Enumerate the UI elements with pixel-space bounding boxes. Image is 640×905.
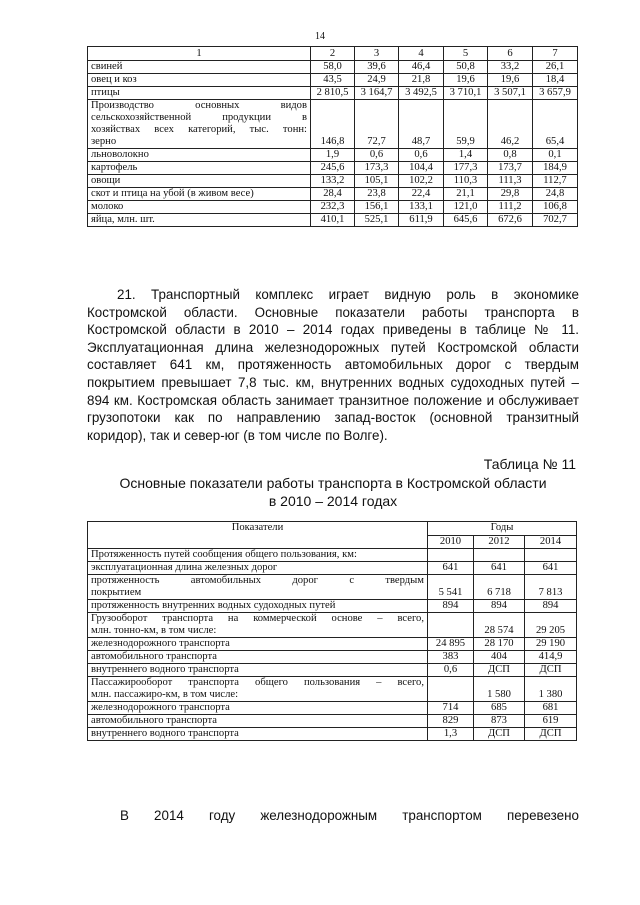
table-title-line2: в 2010 – 2014 годах [268, 493, 398, 509]
value-cell [428, 613, 474, 638]
value-cell: 110,3 [444, 175, 488, 188]
value-cell: 0,6 [355, 149, 399, 162]
value-cell: 894 [428, 600, 474, 613]
word: перевезено [506, 808, 579, 823]
value-cell: ДСП [525, 728, 577, 741]
value-cell: 111,2 [488, 201, 533, 214]
header-cell: 2 [311, 47, 355, 61]
value-cell: 714 [428, 702, 474, 715]
value-cell: 58,0 [311, 61, 355, 74]
value-cell: 24,8 [533, 188, 578, 201]
value-cell: 232,3 [311, 201, 355, 214]
value-cell: 29 205 [525, 613, 577, 638]
value-cell: 383 [428, 651, 474, 664]
table-row [88, 613, 577, 638]
transport-paragraph [87, 286, 579, 444]
table-row [88, 664, 577, 677]
value-cell: 102,2 [399, 175, 444, 188]
table-row [88, 149, 578, 162]
agriculture-table [87, 46, 578, 227]
value-cell: 894 [474, 600, 525, 613]
word: железнодорожным [260, 808, 378, 823]
value-cell: 39,6 [355, 61, 399, 74]
value-cell: 121,0 [444, 201, 488, 214]
value-cell: 24,9 [355, 74, 399, 87]
row-label: автомобильного транспорта [88, 651, 428, 664]
value-cell [428, 677, 474, 702]
table-row [88, 715, 577, 728]
value-cell: 681 [525, 702, 577, 715]
value-cell: 46,2 [488, 100, 533, 149]
value-cell: 133,1 [399, 201, 444, 214]
word: году [208, 808, 236, 823]
value-cell: 111,3 [488, 175, 533, 188]
row-label: Протяженность путей сообщения общего пользования, км: [88, 549, 428, 562]
row-label-line: хозяйствах всех категорий, тыс. тонн: [91, 124, 307, 135]
row-label: овец и коз [88, 74, 311, 87]
row-label [88, 100, 311, 149]
value-cell: 18,4 [533, 74, 578, 87]
value-cell: 24 895 [428, 638, 474, 651]
value-cell: 59,9 [444, 100, 488, 149]
value-cell: 23,8 [355, 188, 399, 201]
value-cell: 1,9 [311, 149, 355, 162]
year-cell: 2014 [525, 535, 577, 549]
row-label-line: зерно [91, 136, 117, 147]
row-label-line: Пассажирооборот транспорта общего пользования – всего, [91, 677, 424, 688]
table-row [88, 214, 578, 227]
value-cell: 104,4 [399, 162, 444, 175]
row-label: скот и птица на убой (в живом весе) [88, 188, 311, 201]
table-row [88, 728, 577, 741]
row-label-line: млн. тонно-км, в том числе: [91, 625, 217, 636]
table-label: Таблица № 11 [483, 456, 576, 472]
row-label: птицы [88, 87, 311, 100]
value-cell: 3 164,7 [355, 87, 399, 100]
transport-table [87, 521, 577, 741]
value-cell: 1 380 [525, 677, 577, 702]
row-label: молоко [88, 201, 311, 214]
table-row [88, 549, 577, 562]
value-cell [474, 549, 525, 562]
value-cell: 29,8 [488, 188, 533, 201]
value-cell: 173,3 [355, 162, 399, 175]
value-cell: 28 574 [474, 613, 525, 638]
value-cell: 3 507,1 [488, 87, 533, 100]
value-cell: 19,6 [488, 74, 533, 87]
value-cell: 65,4 [533, 100, 578, 149]
value-cell: 641 [474, 562, 525, 575]
value-cell: 43,5 [311, 74, 355, 87]
word: В [120, 808, 129, 823]
value-cell: 3 710,1 [444, 87, 488, 100]
value-cell: 0,6 [428, 664, 474, 677]
value-cell: 26,1 [533, 61, 578, 74]
value-cell: 0,8 [488, 149, 533, 162]
value-cell: 173,7 [488, 162, 533, 175]
value-cell: 28,4 [311, 188, 355, 201]
table-row [88, 562, 577, 575]
row-label: внутреннего водного транспорта [88, 664, 428, 677]
row-label-line: Грузооборот транспорта на коммерческой основе – всего, [91, 613, 424, 624]
year-cell: 2010 [428, 535, 474, 549]
value-cell: 133,2 [311, 175, 355, 188]
value-cell: 3 492,5 [399, 87, 444, 100]
value-cell: 611,9 [399, 214, 444, 227]
value-cell: 404 [474, 651, 525, 664]
table-row [88, 600, 577, 613]
value-cell: 21,1 [444, 188, 488, 201]
row-label: железнодорожного транспорта [88, 702, 428, 715]
value-cell: 641 [525, 562, 577, 575]
value-cell: 6 718 [474, 575, 525, 600]
table-row [88, 575, 577, 600]
value-cell: 829 [428, 715, 474, 728]
row-label-line: млн. пассажиро-км, в том числе: [91, 689, 239, 700]
table-row [88, 87, 578, 100]
row-label: эксплуатационная длина железных дорог [88, 562, 428, 575]
value-cell: 894 [525, 600, 577, 613]
row-label-line: сельскохозяйственной продукции в [91, 112, 307, 123]
value-cell: 685 [474, 702, 525, 715]
value-cell: 525,1 [355, 214, 399, 227]
value-cell: 22,4 [399, 188, 444, 201]
value-cell: 184,9 [533, 162, 578, 175]
table-row [88, 702, 577, 715]
table-row [88, 677, 577, 702]
value-cell: 21,8 [399, 74, 444, 87]
value-cell: 672,6 [488, 214, 533, 227]
value-cell: 177,3 [444, 162, 488, 175]
value-cell: 245,6 [311, 162, 355, 175]
table-row [88, 175, 578, 188]
value-cell: 414,9 [525, 651, 577, 664]
value-cell: 873 [474, 715, 525, 728]
value-cell: ДСП [474, 664, 525, 677]
value-cell: 1,4 [444, 149, 488, 162]
row-label [88, 613, 428, 638]
value-cell: 19,6 [444, 74, 488, 87]
row-label: свиней [88, 61, 311, 74]
value-cell [428, 549, 474, 562]
row-label-line: покрытием [91, 587, 142, 598]
indicators-header: Показатели [88, 522, 428, 549]
table-row [88, 188, 578, 201]
table-title [87, 474, 579, 510]
years-header: Годы [428, 522, 577, 536]
value-cell: 156,1 [355, 201, 399, 214]
table-header-row [88, 522, 577, 536]
value-cell: 112,7 [533, 175, 578, 188]
row-label: льноволокно [88, 149, 311, 162]
year-cell: 2012 [474, 535, 525, 549]
continuation-text [120, 808, 579, 823]
header-cell: 7 [533, 47, 578, 61]
value-cell: 5 541 [428, 575, 474, 600]
value-cell: 0,1 [533, 149, 578, 162]
value-cell: ДСП [525, 664, 577, 677]
row-label: овощи [88, 175, 311, 188]
row-label: картофель [88, 162, 311, 175]
header-cell: 1 [88, 47, 311, 61]
value-cell: 641 [428, 562, 474, 575]
row-label: железнодорожного транспорта [88, 638, 428, 651]
value-cell: 46,4 [399, 61, 444, 74]
value-cell: 619 [525, 715, 577, 728]
row-label: автомобильного транспорта [88, 715, 428, 728]
paragraph-text: 21. Транспортный комплекс играет видную роль в экономике Костромской области. Основные показатели работы транспорта в Костромской области в 2010 – 2014 годах приведены в таблице № 11. Эксплуатационная длина железнодорожных путей Костромской области составляет 641 км, протяженность автомобильных дорог с твердым покрытием превышает 7,8 тыс. км, внутренних водных судоходных путей – 894 км. Костромская область занимает транзитное положение и обслуживает грузопотоки как по направлению запад-восток (основной транзитный коридор), так и север-юг (в том числе по Волге). [87, 287, 579, 443]
value-cell: 146,8 [311, 100, 355, 149]
header-cell: 6 [488, 47, 533, 61]
value-cell: 702,7 [533, 214, 578, 227]
value-cell: 106,8 [533, 201, 578, 214]
row-label [88, 575, 428, 600]
header-cell: 3 [355, 47, 399, 61]
row-label: внутреннего водного транспорта [88, 728, 428, 741]
value-cell: 1 580 [474, 677, 525, 702]
value-cell: 105,1 [355, 175, 399, 188]
row-label-line: Производство основных видов [91, 100, 307, 111]
table-row [88, 162, 578, 175]
table-row [88, 74, 578, 87]
table-row [88, 638, 577, 651]
value-cell: 7 813 [525, 575, 577, 600]
word: 2014 [154, 808, 184, 823]
row-label-line: протяженность автомобильных дорог с твердым [91, 575, 424, 586]
value-cell: 48,7 [399, 100, 444, 149]
value-cell: ДСП [474, 728, 525, 741]
table-row [88, 61, 578, 74]
header-cell: 4 [399, 47, 444, 61]
table-row [88, 100, 578, 149]
value-cell: 50,8 [444, 61, 488, 74]
value-cell: 3 657,9 [533, 87, 578, 100]
value-cell: 645,6 [444, 214, 488, 227]
page-number: 14 [315, 31, 325, 42]
value-cell: 72,7 [355, 100, 399, 149]
value-cell: 28 170 [474, 638, 525, 651]
value-cell: 33,2 [488, 61, 533, 74]
row-label [88, 677, 428, 702]
header-cell: 5 [444, 47, 488, 61]
value-cell: 29 190 [525, 638, 577, 651]
table-row [88, 201, 578, 214]
table-row [88, 651, 577, 664]
row-label: протяженность внутренних водных судоходных путей [88, 600, 428, 613]
value-cell: 0,6 [399, 149, 444, 162]
word: транспортом [402, 808, 482, 823]
value-cell: 410,1 [311, 214, 355, 227]
table-title-line1: Основные показатели работы транспорта в Костромской области [119, 475, 547, 491]
value-cell: 2 810,5 [311, 87, 355, 100]
table-header-row [88, 47, 578, 61]
value-cell [525, 549, 577, 562]
value-cell: 1,3 [428, 728, 474, 741]
row-label: яйца, млн. шт. [88, 214, 311, 227]
